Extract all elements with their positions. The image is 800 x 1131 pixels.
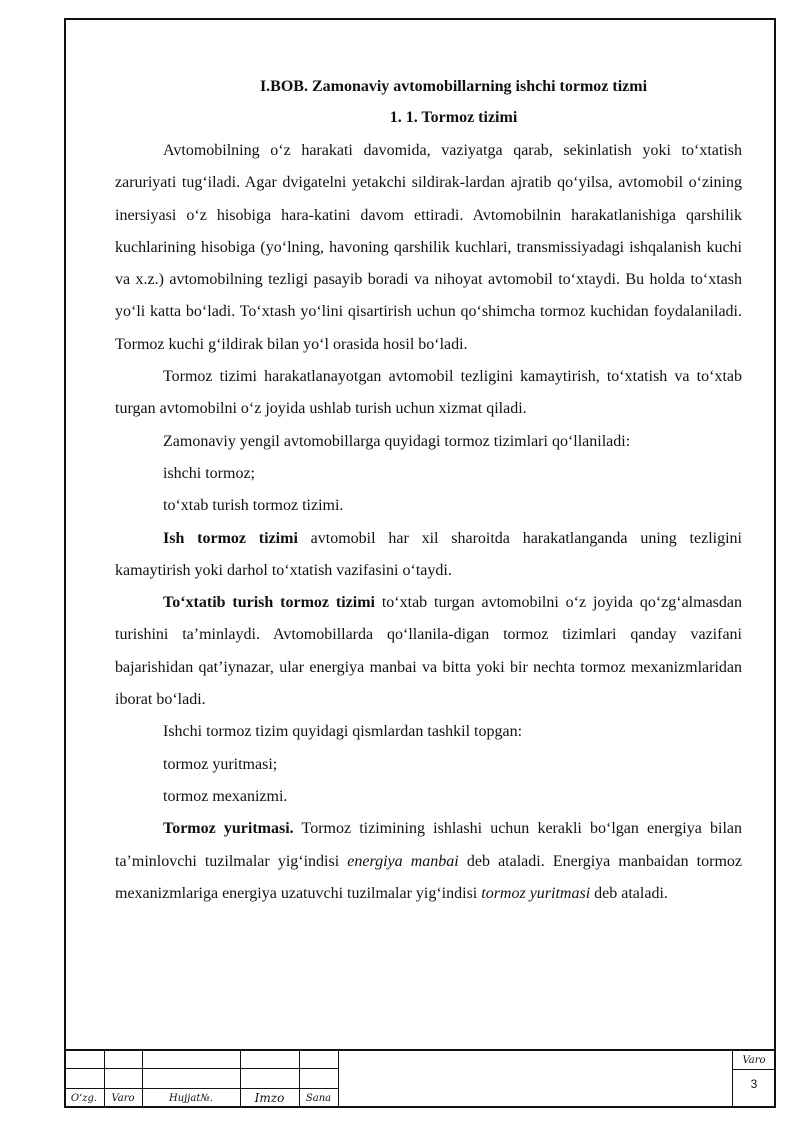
term-working-brake: Ish tormoz tizimi [163,529,298,547]
list-item-brake-drive: tormoz yuritmasi; [163,755,278,773]
stamp-label-date: Sana [305,1093,332,1104]
term-brake-drive: Tormoz yuritmasi. [163,820,294,838]
list-item-parking-brake: to‘xtab turish tormoz tizimi. [163,497,344,515]
stamp-label-document: Hujjat№. [169,1093,213,1104]
list-item-working-brake: ishchi tormoz; [163,464,255,482]
paragraph-7-text-a: Tormoz tizimining ishlashi uchun kerakli bo‘lgan energiya bilan ta’minlovchi tuzilmalar yig‘indisi [115,820,742,870]
stamp-label-sheet: Varo [111,1093,135,1104]
stamp-label-page: Varo [742,1055,766,1066]
stamp-label-change: O‘zg. [70,1093,98,1104]
paragraph-4-text: avtomobil har xil sharoitda harakatlanganda uning tezligini kamaytirish yoki darhol to‘xtatish vazifasini o‘taydi. [115,529,742,579]
paragraph-7-text-c: deb ataladi. [590,884,668,902]
list-item-brake-mechanism: tormoz mexanizmi. [163,787,288,805]
document-body [115,73,742,910]
paragraph-5-text: to‘xtab turgan avtomobilni o‘z joyida qo‘zg‘almasdan turishini ta’minlaydi. Avtomobillarda qo‘llanila-digan tormoz tizimlari qanday vazifani bajarishidan qat’iynazar, ular energiya manbai va bitta yoki bir nechta tormoz mexanizmlaridan iborat bo‘ladi. [115,594,742,709]
page-number: 3 [750,1077,758,1091]
term-parking-brake: To‘xtatib turish tormoz tizimi [163,594,375,612]
term-energy-source: energiya manbai [347,852,459,870]
term-brake-drive-italic: tormoz yuritmasi [481,884,591,902]
paragraph-5 [115,587,742,716]
paragraph-6: Ishchi tormoz tizim quyidagi qismlardan tashkil topgan: [163,723,523,741]
paragraph-7-text-b: deb ataladi. Energiya manbaidan tormoz mexanizmlariga energiya uzatuvchi tuzilmalar yig‘indisi [115,852,743,902]
paragraph-4 [115,523,742,588]
paragraph-1: Avtomobilning o‘z harakati davomida, vaziyatga qarab, sekinlatish yoki to‘xtatish zaruriyati tug‘iladi. Agar dvigatelni yetakchi sildirak-lardan ajratib qo‘yilsa, avtomobil o‘zining inersiyasi o‘z hisobiga hara-katini davom ettiradi. Avtomobilnin harakatlanishiga qarshilik kuchlarining hisobiga (yo‘lning, havoning qarshilik kuchlari, transmissiyadagi ishqalanish kuchi va x.z.) avtomobilning tezligi pasayib boradi va nihoyat avtomobil to‘xtaydi. Bu holda to‘xtash yo‘li katta bo‘ladi. To‘xtash yo‘lini qisartirish uchun qo‘shimcha tormoz kuchidan foydalaniladi. Tormoz kuchi g‘ildirak bilan yo‘l orasida hosil bo‘ladi. [115,142,742,353]
paragraph-3: Zamonaviy yengil avtomobillarga quyidagi tormoz tizimlari qo‘llaniladi: [163,432,631,450]
chapter-title: I.BOB. Zamonaviy avtomobillarning ishchi tormoz tizmi [259,78,648,95]
section-title: 1. 1. Tormoz tizimi [389,109,518,126]
paragraph-2: Tormoz tizimi harakatlanayotgan avtomobil tezligini kamaytirish, to‘xtatish va to‘xtab turgan avtomobilni o‘z joyida ushlab turish uchun xizmat qiladi. [115,368,742,418]
paragraph-7 [115,813,742,910]
stamp-label-signature: Imzo [254,1091,285,1105]
title-block-stamp [64,1049,776,1108]
